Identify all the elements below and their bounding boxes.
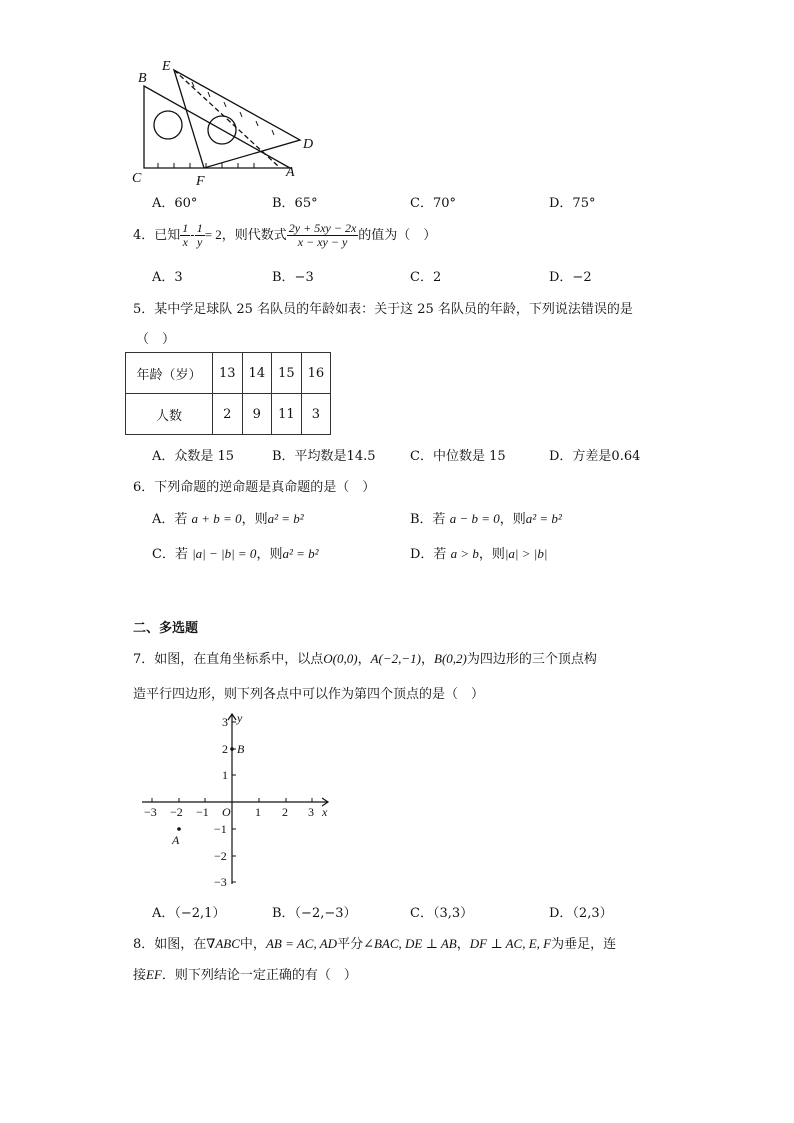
q3-option-b[interactable]: B．65°: [272, 196, 318, 211]
label-C: C: [132, 171, 142, 186]
x-tick-label: 1: [255, 805, 261, 819]
q5-paren: （ ）: [136, 332, 176, 347]
q7-option-c[interactable]: C．（3,3）: [410, 906, 474, 921]
q8-stem-line1: 8．如图，在∇ABC中，AB = AC, AD平分∠BAC, DE ⊥ AB，DF ⊥ AC, E, F为垂足，连: [133, 936, 617, 952]
q5-stem: 5．某中学足球队 25 名队员的年龄如表：关于这 25 名队员的年龄，下列说法错误的是: [133, 302, 633, 317]
label-A: A: [286, 165, 295, 180]
x-tick-label: −3: [144, 805, 157, 819]
x-tick-label: 3: [308, 805, 314, 819]
q4-expression: $\frac{2y + 5xy - 2x}{x - xy - y}$: [288, 221, 357, 249]
table-cell: 14: [242, 353, 272, 394]
table-cell: 3: [301, 394, 331, 435]
y-tick-label: −2: [214, 849, 227, 863]
table-cell: 15: [272, 353, 302, 394]
q6-option-d[interactable]: D．若 a > b，则|a| > |b|: [410, 546, 548, 562]
q8-stem-line2: 接EF．则下列结论一定正确的有（ ）: [133, 967, 357, 983]
point-a-label: A: [172, 833, 180, 847]
table-cell: 2: [213, 394, 243, 435]
x-tick-label: 2: [282, 805, 288, 819]
q5-option-a[interactable]: A．众数是 15: [152, 449, 235, 464]
origin-label: O: [222, 805, 231, 819]
triangle-bca: [144, 86, 290, 168]
label-D: D: [303, 137, 314, 152]
q3-option-c[interactable]: C．70°: [410, 196, 456, 211]
q4-option-b[interactable]: B．−3: [272, 270, 314, 285]
q7-stem-line2: 造平行四边形，则下列各点中可以作为第四个顶点的是（ ）: [133, 687, 485, 702]
label-E: E: [162, 59, 171, 74]
circle-left: [154, 111, 182, 139]
q5-option-b[interactable]: B．平均数是14.5: [272, 449, 376, 464]
x-tick-label: −1: [196, 805, 209, 819]
table-cell: 11: [272, 394, 302, 435]
q7-option-a[interactable]: A．（−2,1）: [152, 906, 226, 921]
table-row-ages: [126, 353, 331, 394]
point-b: [230, 747, 234, 751]
label-B: B: [138, 71, 147, 86]
q4-option-a[interactable]: A．3: [152, 270, 183, 285]
q4-option-c[interactable]: C．2: [410, 270, 442, 285]
table-header-count: 人数: [126, 394, 213, 435]
label-F: F: [196, 174, 205, 188]
x-tick-label: −2: [170, 805, 183, 819]
q6-stem: 6．下列命题的逆命题是真命题的是（ ）: [133, 480, 376, 495]
q5-option-d[interactable]: D．方差是0.64: [549, 449, 641, 464]
q7-option-d[interactable]: D．（2,3）: [549, 906, 613, 921]
q4-frac-1x: $\frac{1}{x}$: [182, 221, 189, 249]
coordinate-graph: [138, 708, 338, 888]
q7-stem-line1: 7．如图，在直角坐标系中，以点O(0,0)，A(−2,−1)，B(0,2)为四边形的三个顶点构: [133, 651, 597, 667]
q4-stem: 4．已知 $\frac{1}{x}$ - $\frac{1}{y}$ = 2，则代数式 $\frac{2y + 5xy - 2x}{x - xy - y}$ 的值为（ ）: [133, 221, 437, 249]
q6-option-b[interactable]: B．若 a − b = 0，则a² = b²: [410, 511, 562, 527]
q7-option-b[interactable]: B．（−2,−3）: [272, 906, 357, 921]
q4-option-d[interactable]: D．−2: [549, 270, 592, 285]
q4-frac-1y: $\frac{1}{y}$: [196, 221, 203, 249]
table-cell: 13: [213, 353, 243, 394]
point-b-label: B: [237, 742, 245, 756]
q3-option-d[interactable]: D．75°: [549, 196, 596, 211]
y-tick-label: 3: [222, 715, 228, 729]
dashed-line: [174, 70, 278, 166]
section-title: 二、多选题: [133, 621, 199, 636]
table-cell: 16: [301, 353, 331, 394]
q6-option-a[interactable]: A．若 a + b = 0，则a² = b²: [152, 511, 304, 527]
y-tick-label: 1: [222, 768, 228, 782]
age-table: [125, 352, 331, 435]
q3-option-a[interactable]: A．60°: [152, 196, 198, 211]
table-cell: 9: [242, 394, 272, 435]
x-axis-label: x: [322, 805, 328, 819]
q6-option-c[interactable]: C．若 |a| − |b| = 0，则a² = b²: [152, 546, 319, 562]
y-tick-label: 2: [222, 742, 228, 756]
table-header-age: 年龄（岁）: [126, 353, 213, 394]
point-a: [177, 827, 181, 831]
y-axis-label: y: [237, 711, 243, 725]
y-tick-label: −3: [214, 875, 227, 888]
triangle-figure: [128, 58, 328, 188]
table-row-counts: [126, 394, 331, 435]
y-tick-label: −1: [214, 822, 227, 836]
q5-option-c[interactable]: C．中位数是 15: [410, 449, 506, 464]
